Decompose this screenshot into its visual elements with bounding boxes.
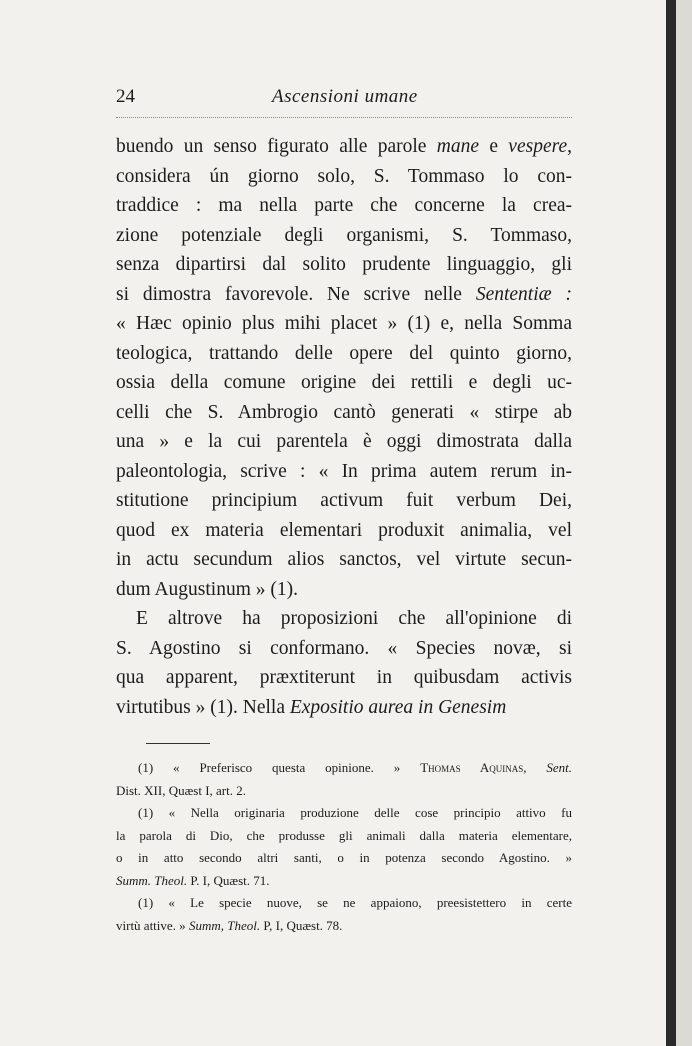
running-title: Ascensioni umane	[272, 86, 418, 107]
italic-text: Summ, Theol.	[188, 917, 261, 933]
footnote-line: virtù attive. » Summ, Theol. P, I, Quæst. 78.	[116, 917, 343, 933]
body-line: S. Agostino si conformano. « Species novæ, si	[116, 637, 572, 659]
footnote-line: o in atto secondo altri santi, o in potenza secondo Agostino. »	[116, 850, 572, 865]
body-line: qua apparent, præxtiterunt in quibusdam activis	[116, 667, 572, 688]
italic-text: Summ. Theol.	[116, 872, 188, 888]
footnotes	[116, 757, 572, 937]
body-line: virtutibus » (1). Nella Expositio aurea in Genesim	[116, 696, 507, 718]
body-line: traddice : ma nella parte che concerne la crea-	[116, 195, 572, 216]
body-line: buendo un senso figurato alle parole mane e vespere,	[116, 136, 572, 157]
book-spine-shadow	[666, 0, 676, 1046]
body-line: celli che S. Ambrogio cantò generati « stirpe ab	[116, 401, 572, 423]
footnote-line: la parola di Dio, che produsse gli animali dalla materia elementare,	[116, 827, 572, 843]
footnote-line: (1) « Nella originaria produzione delle cose principio attivo fu	[138, 805, 572, 820]
body-line: « Hæc opinio plus mihi placet » (1) e, nella Somma	[116, 313, 572, 334]
body-text	[116, 132, 572, 722]
body-line: si dimostra favorevole. Ne scrive nelle Sententiæ :	[116, 283, 572, 305]
footnote-rule	[146, 743, 210, 744]
italic-text: mane	[436, 136, 479, 157]
body-line: una » e la cui parentela è oggi dimostrata dalla	[116, 431, 572, 452]
body-line: considera ún giorno solo, S. Tommaso lo con-	[116, 165, 572, 187]
body-line: quod ex materia elementari produxit animalia, vel	[116, 519, 572, 541]
body-line: E altrove ha proposizioni che all'opinione di	[136, 608, 572, 629]
footnote-line: (1) « Le specie nuove, se ne appaiono, preesistettero in certe	[138, 895, 572, 910]
body-line: zione potenziale degli organismi, S. Tommaso,	[116, 224, 572, 246]
running-head	[116, 86, 572, 114]
body-line: dum Augustinum » (1).	[116, 578, 299, 600]
page-number: 24	[116, 86, 135, 107]
footnote-line: Dist. XII, Quæst I, art. 2.	[116, 782, 246, 798]
header-rule	[116, 117, 572, 118]
body-line: senza dipartirsi dal solito prudente linguaggio, gli	[116, 254, 572, 275]
body-line: in actu secundum alios sanctos, vel virtute secun-	[116, 549, 572, 570]
body-line: ossia della comune origine dei rettili e degli uc-	[116, 372, 572, 393]
italic-text: vespere	[508, 136, 568, 157]
footnote-line: (1) « Preferisco questa opinione. » Thomas Aquinas, Sent.	[138, 760, 573, 775]
author-name: Thomas Aquinas	[420, 760, 524, 775]
italic-text: Expositio aurea in Genesim	[289, 696, 507, 718]
body-line: teologica, trattando delle opere del quinto giorno,	[116, 342, 572, 364]
italic-text: Sent.	[546, 760, 573, 775]
italic-text: Sententiæ :	[475, 283, 572, 305]
footnote-line: Summ. Theol. P. I, Quæst. 71.	[116, 872, 270, 888]
body-line: stitutione principium activum fuit verbum Dei,	[116, 490, 572, 511]
body-line: paleontologia, scrive : « In prima autem rerum in-	[116, 460, 572, 482]
page-edge	[676, 0, 692, 1046]
